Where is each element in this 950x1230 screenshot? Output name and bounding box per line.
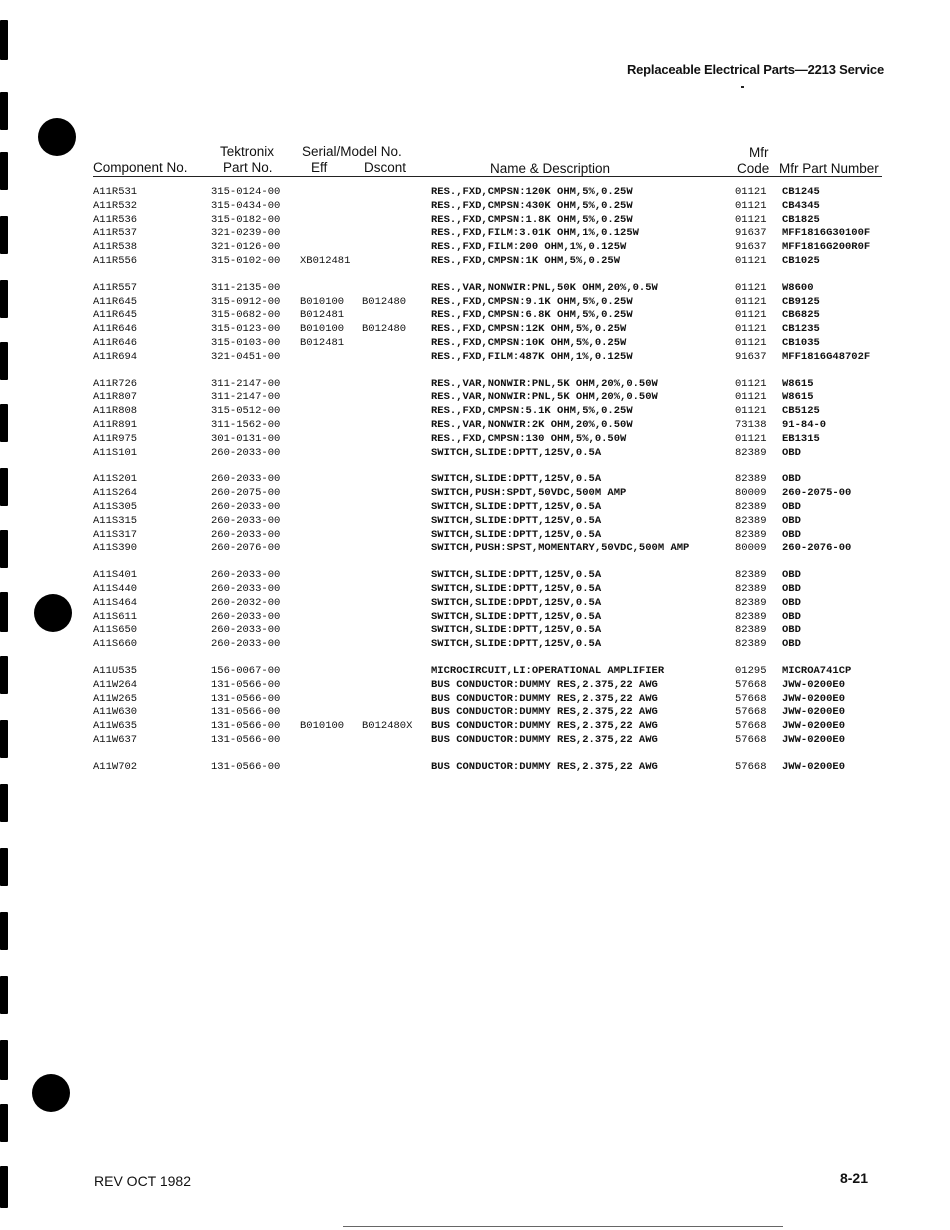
parts-group bbox=[0, 665, 950, 748]
component-no: A11R807 bbox=[93, 391, 138, 404]
table-row bbox=[0, 761, 950, 775]
component-no: A11S464 bbox=[93, 596, 138, 609]
component-no: A11S305 bbox=[93, 500, 138, 513]
mfr-part-number: OBD bbox=[782, 638, 801, 651]
name-description: SWITCH,SLIDE:DPTT,125V,0.5A bbox=[431, 473, 602, 486]
component-no: A11R538 bbox=[93, 241, 138, 254]
table-row bbox=[0, 720, 950, 734]
name-description: SWITCH,SLIDE:DPDT,125V,0.5A bbox=[431, 596, 602, 609]
parts-group bbox=[0, 282, 950, 365]
name-description: SWITCH,SLIDE:DPTT,125V,0.5A bbox=[431, 638, 602, 651]
component-no: A11R537 bbox=[93, 227, 138, 240]
name-description: RES.,FXD,FILM:3.01K OHM,1%,0.125W bbox=[431, 227, 639, 240]
serial-dscont: B012480X bbox=[362, 720, 413, 733]
mfr-code: 82389 bbox=[735, 569, 767, 582]
mfr-code: 01295 bbox=[735, 664, 767, 677]
mfr-code: 91637 bbox=[735, 227, 767, 240]
serial-eff: B010100 bbox=[300, 295, 345, 308]
mfr-part-number: OBD bbox=[782, 528, 801, 541]
tektronix-part-no: 131-0566-00 bbox=[211, 692, 281, 705]
name-description: BUS CONDUCTOR:DUMMY RES,2.375,22 AWG bbox=[431, 706, 658, 719]
table-row bbox=[0, 515, 950, 529]
table-row bbox=[0, 214, 950, 228]
name-description: RES.,FXD,CMPSN:12K OHM,5%,0.25W bbox=[431, 323, 627, 336]
component-no: A11W265 bbox=[93, 692, 138, 705]
mfr-code: 01121 bbox=[735, 199, 767, 212]
name-description: RES.,FXD,CMPSN:9.1K OHM,5%,0.25W bbox=[431, 295, 633, 308]
table-row bbox=[0, 734, 950, 748]
tektronix-part-no: 260-2033-00 bbox=[211, 569, 281, 582]
component-no: A11S315 bbox=[93, 514, 138, 527]
table-row bbox=[0, 200, 950, 214]
component-no: A11S390 bbox=[93, 542, 138, 555]
header-component-no: Component No. bbox=[93, 160, 188, 175]
mfr-code: 01121 bbox=[735, 254, 767, 267]
mfr-code: 57668 bbox=[735, 692, 767, 705]
component-no: A11W637 bbox=[93, 733, 138, 746]
table-row bbox=[0, 542, 950, 556]
serial-eff: B010100 bbox=[300, 323, 345, 336]
component-no: A11S440 bbox=[93, 582, 138, 595]
mfr-part-number: 260-2075-00 bbox=[782, 487, 852, 500]
mfr-code: 01121 bbox=[735, 391, 767, 404]
mfr-part-number: OBD bbox=[782, 582, 801, 595]
table-row bbox=[0, 624, 950, 638]
name-description: SWITCH,SLIDE:DPTT,125V,0.5A bbox=[431, 624, 602, 637]
header-code: Code bbox=[737, 161, 770, 176]
tektronix-part-no: 131-0566-00 bbox=[211, 706, 281, 719]
mfr-part-number: MFF1816G30100F bbox=[782, 227, 871, 240]
component-no: A11R556 bbox=[93, 254, 138, 267]
tektronix-part-no: 311-2147-00 bbox=[211, 391, 281, 404]
name-description: SWITCH,PUSH:SPST,MOMENTARY,50VDC,500M AMP bbox=[431, 542, 690, 555]
name-description: RES.,FXD,CMPSN:10K OHM,5%,0.25W bbox=[431, 336, 627, 349]
component-no: A11R557 bbox=[93, 281, 138, 294]
name-description: RES.,FXD,CMPSN:6.8K OHM,5%,0.25W bbox=[431, 309, 633, 322]
mfr-code: 82389 bbox=[735, 638, 767, 651]
mfr-code: 01121 bbox=[735, 213, 767, 226]
mfr-part-number: CB1035 bbox=[782, 336, 820, 349]
tektronix-part-no: 315-0124-00 bbox=[211, 186, 281, 198]
header-name-description: Name & Description bbox=[490, 161, 611, 176]
parts-group bbox=[0, 569, 950, 652]
mfr-code: 82389 bbox=[735, 624, 767, 637]
mfr-code: 01121 bbox=[735, 336, 767, 349]
name-description: RES.,FXD,CMPSN:120K OHM,5%,0.25W bbox=[431, 186, 633, 198]
mfr-part-number: JWW-0200E0 bbox=[782, 706, 846, 719]
mfr-code: 82389 bbox=[735, 596, 767, 609]
table-row bbox=[0, 255, 950, 269]
mfr-code: 82389 bbox=[735, 514, 767, 527]
table-row bbox=[0, 227, 950, 241]
table-row bbox=[0, 433, 950, 447]
name-description: RES.,VAR,NONWIR:PNL,5K OHM,20%,0.50W bbox=[431, 377, 658, 390]
mfr-part-number: 91-84-0 bbox=[782, 418, 827, 431]
name-description: MICROCIRCUIT,LI:OPERATIONAL AMPLIFIER bbox=[431, 664, 665, 677]
tektronix-part-no: 315-0912-00 bbox=[211, 295, 281, 308]
tektronix-part-no: 260-2033-00 bbox=[211, 610, 281, 623]
component-no: A11R808 bbox=[93, 405, 138, 418]
table-row bbox=[0, 447, 950, 461]
mfr-part-number: CB4345 bbox=[782, 199, 820, 212]
mfr-part-number: OBD bbox=[782, 473, 801, 486]
tektronix-part-no: 311-2135-00 bbox=[211, 281, 281, 294]
binder-mark bbox=[0, 92, 8, 130]
tektronix-part-no: 260-2033-00 bbox=[211, 446, 281, 459]
binder-hole bbox=[38, 118, 76, 156]
serial-eff: B010100 bbox=[300, 720, 345, 733]
tektronix-part-no: 315-0182-00 bbox=[211, 213, 281, 226]
name-description: RES.,FXD,CMPSN:1K OHM,5%,0.25W bbox=[431, 254, 621, 267]
header-part-no: Part No. bbox=[223, 160, 273, 175]
table-row bbox=[0, 473, 950, 487]
mfr-code: 57668 bbox=[735, 760, 767, 773]
name-description: SWITCH,SLIDE:DPTT,125V,0.5A bbox=[431, 582, 602, 595]
mfr-part-number: JWW-0200E0 bbox=[782, 678, 846, 691]
binder-mark bbox=[0, 1040, 8, 1080]
component-no: A11R532 bbox=[93, 199, 138, 212]
name-description: BUS CONDUCTOR:DUMMY RES,2.375,22 AWG bbox=[431, 760, 658, 773]
serial-eff: B012481 bbox=[300, 309, 345, 322]
tektronix-part-no: 156-0067-00 bbox=[211, 664, 281, 677]
name-description: RES.,VAR,NONWIR:2K OHM,20%,0.50W bbox=[431, 418, 633, 431]
mfr-code: 80009 bbox=[735, 487, 767, 500]
header-mfr-part-number: Mfr Part Number bbox=[779, 161, 879, 176]
mfr-code: 80009 bbox=[735, 542, 767, 555]
tektronix-part-no: 260-2033-00 bbox=[211, 528, 281, 541]
name-description: BUS CONDUCTOR:DUMMY RES,2.375,22 AWG bbox=[431, 692, 658, 705]
mfr-part-number: OBD bbox=[782, 624, 801, 637]
table-row bbox=[0, 501, 950, 515]
component-no: A11S611 bbox=[93, 610, 138, 623]
tektronix-part-no: 315-0434-00 bbox=[211, 199, 281, 212]
mfr-part-number: CB1025 bbox=[782, 254, 820, 267]
component-no: A11R975 bbox=[93, 432, 138, 445]
mfr-code: 91637 bbox=[735, 241, 767, 254]
tektronix-part-no: 260-2032-00 bbox=[211, 596, 281, 609]
name-description: RES.,FXD,CMPSN:430K OHM,5%,0.25W bbox=[431, 199, 633, 212]
table-row bbox=[0, 309, 950, 323]
tektronix-part-no: 260-2033-00 bbox=[211, 473, 281, 486]
table-row bbox=[0, 419, 950, 433]
header-serial-model: Serial/Model No. bbox=[302, 144, 402, 159]
mfr-part-number: JWW-0200E0 bbox=[782, 760, 846, 773]
tektronix-part-no: 260-2033-00 bbox=[211, 624, 281, 637]
mfr-code: 57668 bbox=[735, 720, 767, 733]
mfr-part-number: OBD bbox=[782, 446, 801, 459]
header-eff: Eff bbox=[311, 160, 328, 175]
name-description: BUS CONDUCTOR:DUMMY RES,2.375,22 AWG bbox=[431, 678, 658, 691]
mfr-part-number: MFF1816G48702F bbox=[782, 350, 871, 363]
mfr-code: 01121 bbox=[735, 432, 767, 445]
mfr-part-number: CB6825 bbox=[782, 309, 820, 322]
table-row bbox=[0, 611, 950, 625]
bottom-rule bbox=[343, 1226, 783, 1227]
parts-group bbox=[0, 378, 950, 461]
mfr-code: 73138 bbox=[735, 418, 767, 431]
mfr-code: 82389 bbox=[735, 582, 767, 595]
tektronix-part-no: 260-2076-00 bbox=[211, 542, 281, 555]
tektronix-part-no: 131-0566-00 bbox=[211, 733, 281, 746]
mfr-part-number: MFF1816G200R0F bbox=[782, 241, 871, 254]
name-description: BUS CONDUCTOR:DUMMY RES,2.375,22 AWG bbox=[431, 733, 658, 746]
serial-dscont: B012480 bbox=[362, 323, 407, 336]
binder-mark bbox=[0, 152, 8, 190]
mfr-part-number: W8600 bbox=[782, 281, 814, 294]
header-rule bbox=[93, 176, 882, 177]
component-no: A11S401 bbox=[93, 569, 138, 582]
tektronix-part-no: 260-2033-00 bbox=[211, 638, 281, 651]
name-description: RES.,FXD,CMPSN:130 OHM,5%,0.50W bbox=[431, 432, 627, 445]
parts-group bbox=[0, 473, 950, 556]
component-no: A11S660 bbox=[93, 638, 138, 651]
parts-group bbox=[0, 186, 950, 269]
name-description: RES.,FXD,FILM:200 OHM,1%,0.125W bbox=[431, 241, 627, 254]
name-description: RES.,FXD,FILM:487K OHM,1%,0.125W bbox=[431, 350, 633, 363]
mfr-part-number: 260-2076-00 bbox=[782, 542, 852, 555]
table-row bbox=[0, 583, 950, 597]
tektronix-part-no: 321-0451-00 bbox=[211, 350, 281, 363]
component-no: A11S101 bbox=[93, 446, 138, 459]
binder-mark bbox=[0, 976, 8, 1014]
header-tektronix: Tektronix bbox=[220, 144, 275, 159]
table-row bbox=[0, 405, 950, 419]
mfr-part-number: CB5125 bbox=[782, 405, 820, 418]
table-row bbox=[0, 296, 950, 310]
mfr-code: 01121 bbox=[735, 323, 767, 336]
table-row bbox=[0, 282, 950, 296]
mfr-code: 82389 bbox=[735, 500, 767, 513]
header-dscont: Dscont bbox=[364, 160, 407, 175]
tektronix-part-no: 301-0131-00 bbox=[211, 432, 281, 445]
component-no: A11R646 bbox=[93, 323, 138, 336]
mfr-part-number: W8615 bbox=[782, 377, 814, 390]
mfr-part-number: OBD bbox=[782, 569, 801, 582]
mfr-code: 57668 bbox=[735, 706, 767, 719]
mfr-part-number: JWW-0200E0 bbox=[782, 733, 846, 746]
component-no: A11W264 bbox=[93, 678, 138, 691]
mfr-code: 82389 bbox=[735, 610, 767, 623]
table-row bbox=[0, 597, 950, 611]
table-row bbox=[0, 706, 950, 720]
tektronix-part-no: 131-0566-00 bbox=[211, 678, 281, 691]
mfr-code: 01121 bbox=[735, 186, 767, 198]
serial-eff: B012481 bbox=[300, 336, 345, 349]
binder-mark bbox=[0, 784, 8, 822]
table-row bbox=[0, 351, 950, 365]
tektronix-part-no: 131-0566-00 bbox=[211, 760, 281, 773]
tektronix-part-no: 260-2075-00 bbox=[211, 487, 281, 500]
tektronix-part-no: 315-0103-00 bbox=[211, 336, 281, 349]
component-no: A11U535 bbox=[93, 664, 138, 677]
name-description: RES.,FXD,CMPSN:1.8K OHM,5%,0.25W bbox=[431, 213, 633, 226]
name-description: BUS CONDUCTOR:DUMMY RES,2.375,22 AWG bbox=[431, 720, 658, 733]
table-row bbox=[0, 693, 950, 707]
table-row bbox=[0, 391, 950, 405]
table-row bbox=[0, 323, 950, 337]
serial-eff: XB012481 bbox=[300, 254, 351, 267]
name-description: SWITCH,PUSH:SPDT,50VDC,500M AMP bbox=[431, 487, 627, 500]
tektronix-part-no: 311-1562-00 bbox=[211, 418, 281, 431]
name-description: SWITCH,SLIDE:DPTT,125V,0.5A bbox=[431, 500, 602, 513]
name-description: SWITCH,SLIDE:DPTT,125V,0.5A bbox=[431, 446, 602, 459]
table-row bbox=[0, 487, 950, 501]
tektronix-part-no: 315-0682-00 bbox=[211, 309, 281, 322]
name-description: SWITCH,SLIDE:DPTT,125V,0.5A bbox=[431, 610, 602, 623]
binder-mark bbox=[0, 848, 8, 886]
name-description: SWITCH,SLIDE:DPTT,125V,0.5A bbox=[431, 528, 602, 541]
mfr-part-number: CB1825 bbox=[782, 213, 820, 226]
tektronix-part-no: 315-0123-00 bbox=[211, 323, 281, 336]
mfr-code: 57668 bbox=[735, 678, 767, 691]
mfr-part-number: W8615 bbox=[782, 391, 814, 404]
mfr-part-number: CB9125 bbox=[782, 295, 820, 308]
parts-group bbox=[0, 761, 950, 775]
serial-dscont: B012480 bbox=[362, 295, 407, 308]
component-no: A11R646 bbox=[93, 336, 138, 349]
mfr-code: 82389 bbox=[735, 528, 767, 541]
mfr-part-number: JWW-0200E0 bbox=[782, 720, 846, 733]
tektronix-part-no: 260-2033-00 bbox=[211, 514, 281, 527]
mfr-code: 01121 bbox=[735, 295, 767, 308]
mfr-code: 57668 bbox=[735, 733, 767, 746]
page-title: Replaceable Electrical Parts—2213 Service bbox=[626, 62, 884, 77]
mfr-part-number: OBD bbox=[782, 500, 801, 513]
tektronix-part-no: 315-0102-00 bbox=[211, 254, 281, 267]
component-no: A11S201 bbox=[93, 473, 138, 486]
mfr-code: 01121 bbox=[735, 405, 767, 418]
tektronix-part-no: 131-0566-00 bbox=[211, 720, 281, 733]
table-row bbox=[0, 529, 950, 543]
binder-mark bbox=[0, 1166, 8, 1208]
mfr-code: 01121 bbox=[735, 377, 767, 390]
component-no: A11R536 bbox=[93, 213, 138, 226]
component-no: A11W702 bbox=[93, 760, 138, 773]
revision-date: REV OCT 1982 bbox=[94, 1173, 192, 1189]
table-row bbox=[0, 337, 950, 351]
name-description: RES.,FXD,CMPSN:5.1K OHM,5%,0.25W bbox=[431, 405, 633, 418]
binder-mark bbox=[0, 912, 8, 950]
component-no: A11S650 bbox=[93, 624, 138, 637]
table-row bbox=[0, 241, 950, 255]
tektronix-part-no: 260-2033-00 bbox=[211, 500, 281, 513]
component-no: A11S264 bbox=[93, 487, 138, 500]
table-row bbox=[0, 569, 950, 583]
component-no: A11R891 bbox=[93, 418, 138, 431]
component-no: A11R645 bbox=[93, 295, 138, 308]
component-no: A11W635 bbox=[93, 720, 138, 733]
name-description: SWITCH,SLIDE:DPTT,125V,0.5A bbox=[431, 514, 602, 527]
tektronix-part-no: 315-0512-00 bbox=[211, 405, 281, 418]
parts-list bbox=[0, 186, 950, 787]
component-no: A11R531 bbox=[93, 186, 138, 198]
binder-hole bbox=[32, 1074, 70, 1112]
table-row bbox=[0, 665, 950, 679]
mfr-part-number: OBD bbox=[782, 514, 801, 527]
mfr-part-number: OBD bbox=[782, 596, 801, 609]
component-no: A11R726 bbox=[93, 377, 138, 390]
name-description: RES.,VAR,NONWIR:PNL,5K OHM,20%,0.50W bbox=[431, 391, 658, 404]
header-mfr: Mfr bbox=[749, 145, 769, 160]
table-row bbox=[0, 378, 950, 392]
table-row bbox=[0, 638, 950, 652]
component-no: A11R645 bbox=[93, 309, 138, 322]
tektronix-part-no: 321-0239-00 bbox=[211, 227, 281, 240]
mfr-part-number: EB1315 bbox=[782, 432, 820, 445]
binder-mark bbox=[0, 20, 8, 60]
tektronix-part-no: 260-2033-00 bbox=[211, 582, 281, 595]
tektronix-part-no: 321-0126-00 bbox=[211, 241, 281, 254]
mfr-part-number: CB1245 bbox=[782, 186, 820, 198]
mfr-code: 82389 bbox=[735, 446, 767, 459]
component-no: A11R694 bbox=[93, 350, 138, 363]
mfr-part-number: MICROA741CP bbox=[782, 664, 852, 677]
mfr-code: 82389 bbox=[735, 473, 767, 486]
mfr-part-number: OBD bbox=[782, 610, 801, 623]
component-no: A11W630 bbox=[93, 706, 138, 719]
mfr-code: 91637 bbox=[735, 350, 767, 363]
table-row bbox=[0, 186, 950, 200]
binder-mark bbox=[0, 1104, 8, 1142]
mfr-part-number: CB1235 bbox=[782, 323, 820, 336]
mfr-code: 01121 bbox=[735, 309, 767, 322]
name-description: SWITCH,SLIDE:DPTT,125V,0.5A bbox=[431, 569, 602, 582]
table-row bbox=[0, 679, 950, 693]
name-description: RES.,VAR,NONWIR:PNL,50K OHM,20%,0.5W bbox=[431, 281, 658, 294]
mfr-code: 01121 bbox=[735, 281, 767, 294]
tektronix-part-no: 311-2147-00 bbox=[211, 377, 281, 390]
page-number: 8-21 bbox=[839, 1170, 868, 1186]
mfr-part-number: JWW-0200E0 bbox=[782, 692, 846, 705]
tick-mark bbox=[741, 86, 744, 88]
component-no: A11S317 bbox=[93, 528, 138, 541]
